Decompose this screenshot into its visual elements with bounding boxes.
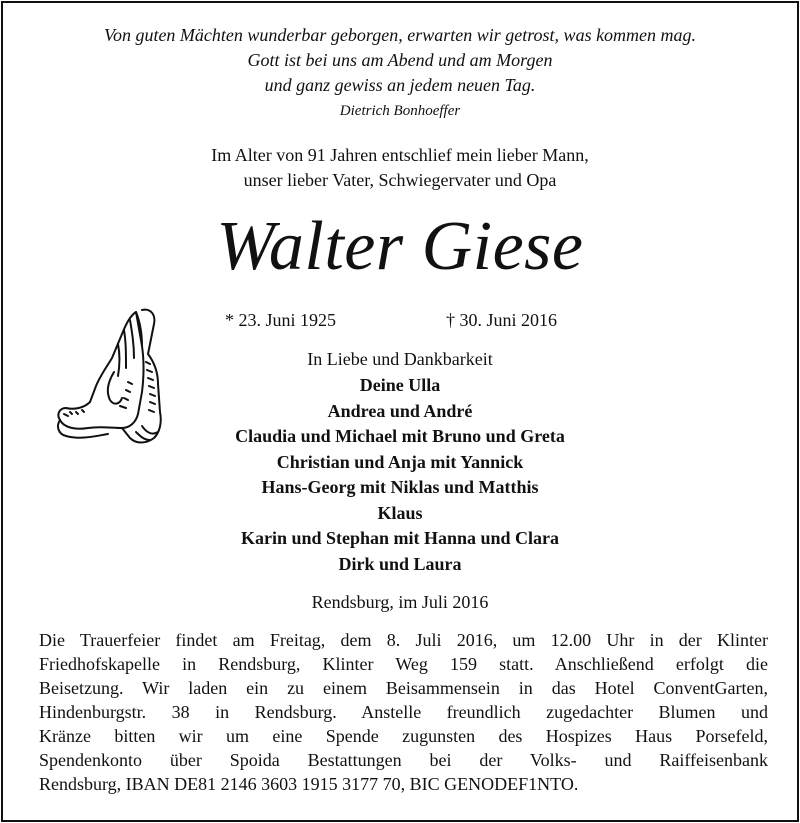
notice-line: Rendsburg, IBAN DE81 2146 3603 1915 3177 70, BIC GENODEF1NTO.: [39, 774, 579, 794]
list-item: Dirk und Laura: [338, 553, 462, 574]
notice-line: Beisetzung. Wir laden ein zu einem Beisammensein in das Hotel ConventGarten,: [39, 678, 768, 698]
list-item: Andrea und André: [327, 400, 473, 421]
quote-author: Dietrich Bonhoeffer: [339, 103, 461, 119]
notice-line: Spendenkonto über Spoida Bestattungen bei der Volks- und Raiffeisenbank: [39, 750, 768, 770]
list-item: Hans-Georg mit Niklas und Matthis: [261, 477, 539, 497]
list-item: Christian und Anja mit Yannick: [276, 451, 524, 472]
bonhoeffer-quote: [0, 23, 800, 98]
list-item: Claudia und Michael mit Bruno und Greta: [235, 426, 565, 446]
notice-line: Hindenburgstr. 38 in Rendsburg. Anstelle freundlich zugedachter Blumen und: [39, 702, 768, 722]
quote-line: Von guten Mächten wunderbar geborgen, erwarten wir getrost, was kommen mag.: [103, 25, 697, 45]
mourners-heading: In Liebe und Dankbarkeit: [307, 349, 493, 369]
list-item: Deine Ulla: [359, 375, 441, 395]
place-and-date: Rendsburg, im Juli 2016: [311, 592, 489, 612]
deceased-name: Walter Giese: [216, 208, 584, 285]
mourners-list: [0, 373, 800, 577]
intro-line: Im Alter von 91 Jahren entschlief mein lieber Mann,: [211, 145, 589, 165]
notice-line: Die Trauerfeier findet am Freitag, dem 8. Juli 2016, um 12.00 Uhr in der Klinter: [39, 630, 768, 650]
birth-date: * 23. Juni 1925: [225, 310, 337, 330]
quote-line: und ganz gewiss an jedem neuen Tag.: [264, 75, 536, 95]
intro-line: unser lieber Vater, Schwiegervater und Opa: [243, 170, 557, 190]
list-item: Karin und Stephan mit Hanna und Clara: [240, 528, 560, 548]
notice-line: Kränze bitten wir um eine Spende zugunsten des Hospizes Haus Porsefeld,: [39, 726, 768, 746]
funeral-notice: [39, 628, 768, 796]
announcement-intro: [0, 143, 800, 193]
notice-line: Friedhofskapelle in Rendsburg, Klinter Weg 159 statt. Anschließend erfolgt die: [39, 654, 768, 674]
list-item: Klaus: [377, 502, 423, 523]
death-date: † 30. Juni 2016: [446, 310, 558, 330]
quote-line: Gott ist bei uns am Abend und am Morgen: [247, 50, 553, 70]
